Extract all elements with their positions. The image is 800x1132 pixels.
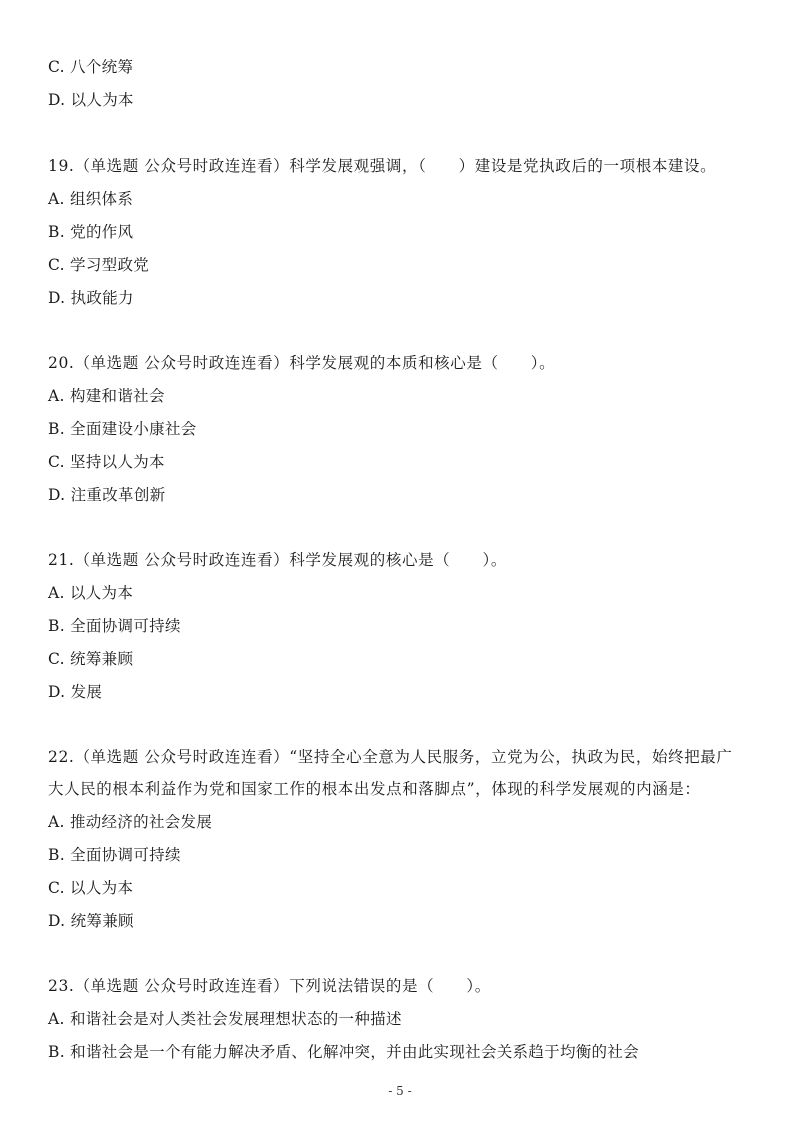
question-23-option-b: B. 和谐社会是一个有能力解决矛盾、化解冲突，并由此实现社会关系趋于均衡的社会: [48, 1043, 639, 1061]
question-19-option-c: C. 学习型政党: [48, 256, 150, 274]
question-20-option-c: C. 坚持以人为本: [48, 453, 165, 471]
question-20-option-b: B. 全面建设小康社会: [48, 420, 197, 438]
question-20-stem: 20.（单选题 公众号时政连连看）科学发展观的本质和核心是（ ）。: [48, 354, 556, 372]
question-19-option-a: A. 组织体系: [48, 190, 134, 208]
question-19-stem: 19.（单选题 公众号时政连连看）科学发展观强调，（ ）建设是党执政后的一项根本建设。: [48, 157, 717, 175]
question-22-option-d: D. 统筹兼顾: [48, 912, 134, 930]
question-22-option-c: C. 以人为本: [48, 879, 134, 897]
question-22-stem-line-2: 大人民的根本利益作为党和国家工作的根本出发点和落脚点”，体现的科学发展观的内涵是：: [48, 780, 701, 798]
question-21-option-a: A. 以人为本: [48, 584, 134, 602]
question-23-stem: 23.（单选题 公众号时政连连看）下列说法错误的是（ ）。: [48, 977, 491, 995]
question-23-option-a: A. 和谐社会是对人类社会发展理想状态的一种描述: [48, 1010, 402, 1028]
question-22-option-a: A. 推动经济的社会发展: [48, 813, 213, 831]
question-19-option-b: B. 党的作风: [48, 223, 134, 241]
question-21-stem: 21.（单选题 公众号时政连连看）科学发展观的核心是（ ）。: [48, 551, 507, 569]
question-20-option-a: A. 构建和谐社会: [48, 387, 165, 405]
question-22-stem-line-1: 22.（单选题 公众号时政连连看）“坚持全心全意为人民服务，立党为公，执政为民，始终把最广: [48, 748, 733, 766]
page-number: - 5 -: [388, 1084, 412, 1098]
option-c-previous: C. 八个统筹: [48, 58, 134, 76]
question-20-option-d: D. 注重改革创新: [48, 486, 166, 504]
question-21-option-b: B. 全面协调可持续: [48, 617, 181, 635]
question-21-option-d: D. 发展: [48, 683, 103, 701]
question-19-option-d: D. 执政能力: [48, 289, 134, 307]
option-d-previous: D. 以人为本: [48, 91, 134, 109]
question-21-option-c: C. 统筹兼顾: [48, 650, 134, 668]
question-22-option-b: B. 全面协调可持续: [48, 846, 181, 864]
